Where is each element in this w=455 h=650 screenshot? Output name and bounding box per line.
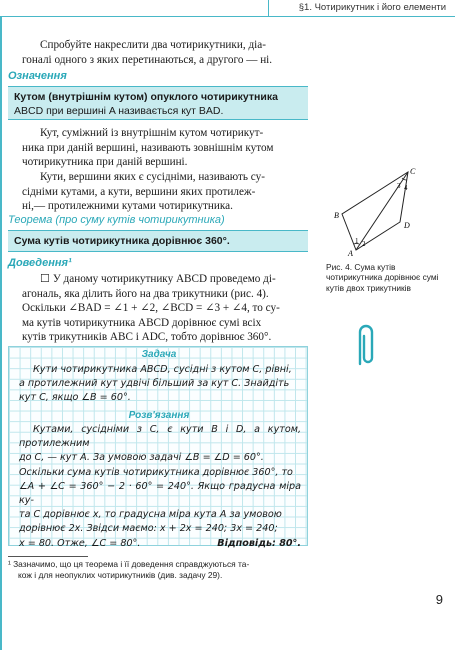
- vertex-c: C: [410, 168, 416, 176]
- theorem-heading: Теорема (про суму кутів чотирикутника): [8, 214, 225, 226]
- running-header: [0, 0, 455, 22]
- solution-line-7: x = 80. Отже, ∠C = 80°.: [19, 537, 141, 549]
- proof-line-5: кутів трикутників ABC і ADC, тобто дорівнює 360°.: [22, 331, 272, 344]
- definition-box: [8, 86, 308, 120]
- footnote-line-2: кож і для неопуклих чотирикутників (див. задачу 29).: [18, 570, 223, 580]
- proof-line-3: Оскільки ∠BAD = ∠1 + ∠2, ∠BCD = ∠3 + ∠4, то су-: [22, 302, 280, 315]
- solution-line-1: Кутами, сусідніми з C, є кути B і D, а кутом, протилежним: [19, 424, 301, 450]
- adjacent-line-3: ні,— протилежними кутами чотирикутника.: [22, 200, 233, 213]
- task-line-1: Кути чотирикутника ABCD, сусідні з кутом C, рівні,: [33, 364, 292, 375]
- definition-line-2: ABCD при вершині A називається кут BAD.: [14, 105, 224, 117]
- exterior-line-2: ника при даній вершині, називають зовнішнім кутом: [22, 141, 274, 154]
- angle-label-1: 1: [355, 237, 359, 245]
- theorem-statement: Сума кутів чотирикутника дорівнює 360°.: [14, 235, 230, 247]
- intro-line-1: Спробуйте накреслити два чотирикутники, діа-: [40, 39, 266, 51]
- angle-label-2: 2: [362, 240, 366, 248]
- proof-line-1: ☐ У даному чотирикутнику ABCD проведемо ді-: [40, 273, 276, 285]
- page-number: 9: [435, 592, 443, 607]
- answer: Відповідь: 80°.: [217, 537, 301, 549]
- definition-line-1: Кутом (внутрішнім кутом) опуклого чотирикутника: [14, 91, 278, 103]
- definition-heading: Означення: [8, 70, 67, 82]
- theorem-box: [8, 230, 308, 252]
- proof-line-4: ма кутів чотирикутника ABCD дорівнює сумі всіх: [22, 316, 262, 329]
- solution-title: Розв'язання: [128, 410, 190, 421]
- exterior-angle-paragraph: [22, 126, 312, 170]
- angle-label-4: 4: [404, 184, 408, 192]
- footnote: [8, 559, 308, 581]
- figure-caption: Рис. 4. Сума кутів чотирикутника дорівнює сумі кутів двох трикутників: [326, 262, 439, 293]
- solution-line-3: Оскільки сума кутів чотирикутника дорівнює 360°, то: [19, 466, 293, 478]
- solution-text: [19, 423, 301, 551]
- vertex-a: A: [348, 249, 353, 258]
- vertex-b: B: [334, 211, 339, 220]
- adjacent-line-1: Кути, вершини яких є сусідніми, називають су-: [40, 171, 265, 183]
- section-title: §1. Чотирикутник і його елементи: [298, 2, 446, 13]
- angle-label-3: 3: [397, 182, 401, 190]
- task-statement: [19, 363, 301, 406]
- margin-rule: [0, 17, 2, 650]
- adjacent-angles-paragraph: [22, 170, 312, 214]
- solution-line-5: та C дорівнює x, то градусна міра кута A за умовою: [19, 509, 282, 521]
- paperclip-icon: [352, 320, 380, 370]
- exterior-line-1: Кут, суміжний із внутрішнім кутом чотирикут-: [40, 127, 264, 139]
- quadrilateral-figure: [334, 168, 424, 258]
- solution-line-4: ∠A + ∠C = 360° − 2 · 60° = 240°. Якщо градусна міра ку-: [19, 480, 301, 507]
- task-title: Задача: [141, 349, 177, 360]
- proof-heading: Доведення¹: [8, 257, 72, 269]
- vertex-d: D: [404, 221, 410, 230]
- task-line-2: а протилежний кут удвічі більший за кут C. Знайдіть: [19, 378, 290, 390]
- task-block: [8, 346, 308, 549]
- exterior-line-3: чотирикутника при даній вершині.: [22, 156, 188, 169]
- solution-line-2: до C, — кут A. За умовою задачі ∠B = ∠D = 60°.: [19, 452, 264, 464]
- task-line-3: кут C, якщо ∠B = 60°.: [19, 392, 131, 404]
- solution-line-6: дорівнює 2x. Звідси маємо: x + 2x = 240; 3x = 240;: [19, 523, 278, 535]
- adjacent-line-2: сідніми кутами, а кути, вершини яких протилеж-: [22, 185, 256, 198]
- proof-line-2: агональ, яка ділить його на два трикутники (рис. 4).: [22, 287, 269, 300]
- footnote-rule: [8, 556, 88, 557]
- intro-line-2: гоналі одного з яких перетинаються, а другого — ні.: [22, 53, 273, 66]
- footnote-line-1: ¹ Зазначимо, що ця теорема і її доведення справджуються та-: [8, 559, 250, 569]
- intro-paragraph: [22, 38, 312, 67]
